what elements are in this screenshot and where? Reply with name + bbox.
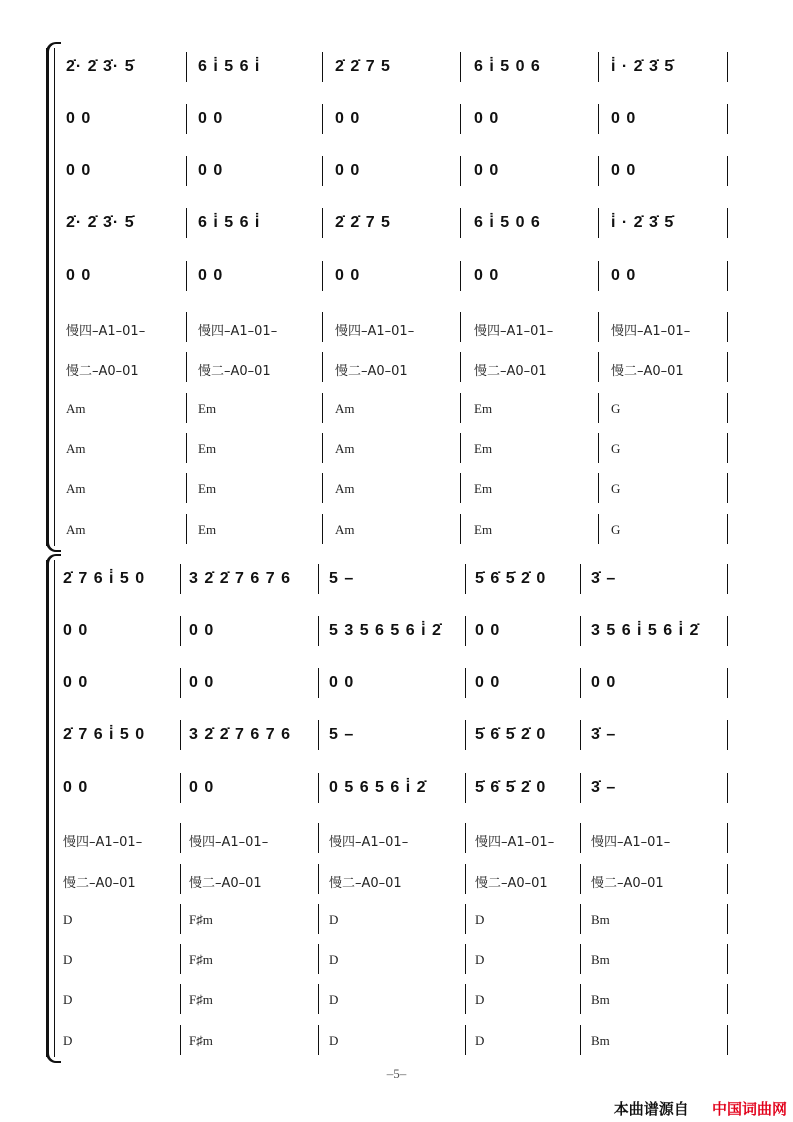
bar-line (465, 773, 466, 803)
chord-symbol: D (329, 992, 339, 1007)
bar-line (322, 393, 323, 423)
bar-line (465, 668, 466, 698)
bar-line (318, 773, 319, 803)
bar-line (465, 616, 466, 646)
chord-symbol: D (63, 912, 73, 927)
bar-line (322, 473, 323, 503)
rhythm-label: 慢四–A1–01– (329, 835, 409, 850)
bar-line (460, 104, 461, 134)
bar-line (180, 773, 181, 803)
bar-line (580, 616, 581, 646)
rhythm-label: 慢四–A1–01– (474, 324, 554, 339)
bar-line (322, 433, 323, 463)
notation-measure: 0 0 (198, 110, 224, 127)
score-row (0, 614, 793, 646)
bar-line (318, 668, 319, 698)
notation-measure: 6 i̇ 5 0 6 (474, 58, 541, 75)
bar-line (322, 352, 323, 382)
notation-measure: 0 0 (63, 674, 89, 691)
bar-line (465, 823, 466, 853)
score-row (0, 102, 793, 134)
bar-line (727, 984, 728, 1014)
bar-line (186, 312, 187, 342)
bar-line (727, 433, 728, 463)
notation-measure: 0 0 (63, 622, 89, 639)
chord-symbol: Em (474, 481, 493, 496)
score-row (0, 562, 793, 594)
bar-line (322, 208, 323, 238)
bar-line (727, 823, 728, 853)
bar-line (180, 984, 181, 1014)
notation-measure: 0 0 (591, 674, 617, 691)
bar-line (727, 944, 728, 974)
bar-line (322, 156, 323, 186)
bar-line (186, 433, 187, 463)
notation-measure: i̇ · 2̇ 3̇ 5̇ (611, 58, 675, 75)
chord-symbol: F♯m (189, 912, 213, 927)
notation-measure: 5 – (329, 726, 355, 743)
bar-line (598, 156, 599, 186)
notation-measure: 2̇· 2̇ 3̇· 5̇ (66, 58, 135, 75)
chord-symbol: D (329, 1033, 339, 1048)
notation-measure: 6 i̇ 5 6 i̇ (198, 58, 261, 75)
bar-line (186, 352, 187, 382)
page-number: –5– (386, 1066, 407, 1081)
notation-measure: i̇ · 2̇ 3̇ 5̇ (611, 214, 675, 231)
notation-measure: 2̇· 2̇ 3̇· 5̇ (66, 214, 135, 231)
score-row (0, 154, 793, 186)
notation-measure: 0 0 (189, 622, 215, 639)
notation-measure: 0 0 (474, 267, 500, 284)
bar-line (318, 564, 319, 594)
bar-line (727, 773, 728, 803)
bar-line (727, 261, 728, 291)
bar-line (322, 514, 323, 544)
score-row (0, 862, 793, 894)
notation-measure: 5̇ 6̇ 5̇ 2̇ 0 (475, 779, 547, 796)
bar-line (465, 1025, 466, 1055)
chord-symbol: D (475, 1033, 485, 1048)
footer-source-label: 本曲谱源自 (613, 1100, 689, 1118)
bar-line (727, 352, 728, 382)
bar-line (180, 864, 181, 894)
bar-line (318, 720, 319, 750)
rhythm-label: 慢二–A0–01 (198, 364, 271, 379)
rhythm-label: 慢二–A0–01 (63, 876, 136, 891)
notation-measure: 3̇ – (591, 726, 617, 743)
bar-line (186, 104, 187, 134)
notation-measure: 5̇ 6̇ 5̇ 2̇ 0 (475, 570, 547, 587)
chord-symbol: D (63, 992, 73, 1007)
rhythm-label: 慢二–A0–01 (591, 876, 664, 891)
notation-measure: 0 0 (474, 162, 500, 179)
chord-symbol: G (611, 441, 621, 456)
bar-line (460, 352, 461, 382)
score-row (0, 310, 793, 342)
score-row (0, 942, 793, 974)
notation-measure: 6 i̇ 5 0 6 (474, 214, 541, 231)
notation-measure: 0 0 (198, 267, 224, 284)
notation-measure: 3 2̇ 2̇ 7 6 7 6 (189, 570, 291, 587)
notation-measure: 5 3 5 6 5 6 i̇ 2̇ (329, 622, 442, 639)
score-row (0, 259, 793, 291)
bar-line (465, 564, 466, 594)
rhythm-label: 慢四–A1–01– (335, 324, 415, 339)
rhythm-label: 慢二–A0–01 (329, 876, 402, 891)
bar-line (460, 393, 461, 423)
notation-measure: 0 0 (335, 162, 361, 179)
bar-line (727, 1025, 728, 1055)
score-row (0, 902, 793, 934)
notation-measure: 5 – (329, 570, 355, 587)
rhythm-label: 慢二–A0–01 (66, 364, 139, 379)
notation-measure: 0 0 (66, 267, 92, 284)
score-row (0, 391, 793, 423)
chord-symbol: F♯m (189, 952, 213, 967)
chord-symbol: Em (198, 522, 217, 537)
chord-symbol: Em (198, 441, 217, 456)
bar-line (727, 616, 728, 646)
bar-line (727, 904, 728, 934)
bar-line (580, 823, 581, 853)
notation-measure: 5̇ 6̇ 5̇ 2̇ 0 (475, 726, 547, 743)
bar-line (318, 1025, 319, 1055)
notation-measure: 6 i̇ 5 6 i̇ (198, 214, 261, 231)
chord-symbol: D (475, 992, 485, 1007)
bar-line (580, 720, 581, 750)
notation-measure: 0 0 (474, 110, 500, 127)
bar-line (180, 944, 181, 974)
chord-symbol: D (329, 912, 339, 927)
rhythm-label: 慢四–A1–01– (475, 835, 555, 850)
bar-line (580, 668, 581, 698)
chord-symbol: Bm (591, 952, 610, 967)
bar-line (465, 904, 466, 934)
bar-line (598, 52, 599, 82)
bar-line (598, 393, 599, 423)
notation-measure: 0 0 (63, 779, 89, 796)
chord-symbol: Em (198, 401, 217, 416)
notation-measure: 0 0 (475, 622, 501, 639)
score-row (0, 471, 793, 503)
bar-line (727, 208, 728, 238)
bar-line (180, 904, 181, 934)
rhythm-label: 慢二–A0–01 (474, 364, 547, 379)
bar-line (598, 208, 599, 238)
bar-line (186, 208, 187, 238)
chord-symbol: Em (198, 481, 217, 496)
bar-line (460, 261, 461, 291)
rhythm-label: 慢二–A0–01 (475, 876, 548, 891)
bar-line (727, 668, 728, 698)
score-row (0, 982, 793, 1014)
bar-line (465, 944, 466, 974)
bar-line (598, 352, 599, 382)
bar-line (186, 393, 187, 423)
rhythm-label: 慢四–A1–01– (591, 835, 671, 850)
bar-line (318, 616, 319, 646)
score-row (0, 431, 793, 463)
bar-line (186, 261, 187, 291)
notation-measure: 0 0 (475, 674, 501, 691)
notation-measure: 3 5 6 i̇ 5 6 i̇ 2̇ (591, 622, 700, 639)
bar-line (465, 984, 466, 1014)
bar-line (465, 864, 466, 894)
chord-symbol: Am (66, 401, 86, 416)
bar-line (727, 514, 728, 544)
notation-measure: 0 5 6 5 6 i̇ 2̇ (329, 779, 427, 796)
bar-line (318, 823, 319, 853)
rhythm-label: 慢四–A1–01– (611, 324, 691, 339)
notation-measure: 3̇ – (591, 779, 617, 796)
bar-line (580, 904, 581, 934)
bar-line (460, 156, 461, 186)
bar-line (727, 52, 728, 82)
notation-measure: 0 0 (66, 110, 92, 127)
bar-line (460, 208, 461, 238)
chord-symbol: Am (66, 522, 86, 537)
notation-measure: 3̇ – (591, 570, 617, 587)
notation-measure: 0 0 (66, 162, 92, 179)
notation-measure: 2̇ 7 6 i̇ 5 0 (63, 570, 146, 587)
bar-line (180, 668, 181, 698)
notation-measure: 0 0 (611, 162, 637, 179)
score-row (0, 50, 793, 82)
score-row (0, 771, 793, 803)
chord-symbol: G (611, 401, 621, 416)
bar-line (180, 823, 181, 853)
chord-symbol: Am (335, 401, 355, 416)
bar-line (180, 616, 181, 646)
notation-measure: 0 0 (335, 267, 361, 284)
rhythm-label: 慢四–A1–01– (189, 835, 269, 850)
bar-line (186, 514, 187, 544)
bar-line (322, 312, 323, 342)
notation-measure: 0 0 (198, 162, 224, 179)
chord-symbol: Bm (591, 912, 610, 927)
bar-line (598, 514, 599, 544)
bar-line (180, 720, 181, 750)
bar-line (180, 1025, 181, 1055)
notation-measure: 0 0 (189, 779, 215, 796)
rhythm-label: 慢四–A1–01– (63, 835, 143, 850)
score-row (0, 1023, 793, 1055)
bar-line (598, 312, 599, 342)
bar-line (727, 720, 728, 750)
footer-site-link[interactable]: 中国词曲网 (711, 1100, 787, 1118)
bar-line (727, 864, 728, 894)
chord-symbol: G (611, 522, 621, 537)
bar-line (598, 104, 599, 134)
bar-line (460, 514, 461, 544)
notation-measure: 0 0 (329, 674, 355, 691)
bar-line (180, 564, 181, 594)
notation-measure: 2̇ 2̇ 7 5 (335, 58, 391, 75)
footer (614, 1098, 787, 1119)
chord-symbol: Am (66, 441, 86, 456)
notation-measure: 0 0 (335, 110, 361, 127)
bar-line (727, 473, 728, 503)
bar-line (580, 564, 581, 594)
chord-symbol: Am (335, 441, 355, 456)
bar-line (580, 944, 581, 974)
score-row (0, 718, 793, 750)
chord-symbol: F♯m (189, 992, 213, 1007)
notation-measure: 0 0 (611, 267, 637, 284)
score-row (0, 512, 793, 544)
bar-line (318, 904, 319, 934)
rhythm-label: 慢二–A0–01 (611, 364, 684, 379)
chord-symbol: Bm (591, 992, 610, 1007)
bar-line (580, 1025, 581, 1055)
chord-symbol: Em (474, 441, 493, 456)
bar-line (322, 104, 323, 134)
rhythm-label: 慢二–A0–01 (335, 364, 408, 379)
bar-line (580, 773, 581, 803)
bar-line (580, 984, 581, 1014)
chord-symbol: Am (335, 481, 355, 496)
chord-symbol: D (329, 952, 339, 967)
notation-measure: 2̇ 7 6 i̇ 5 0 (63, 726, 146, 743)
bar-line (318, 984, 319, 1014)
bar-line (727, 104, 728, 134)
bar-line (460, 473, 461, 503)
chord-symbol: D (475, 912, 485, 927)
bar-line (318, 864, 319, 894)
notation-measure: 0 0 (189, 674, 215, 691)
bar-line (727, 312, 728, 342)
bar-line (727, 564, 728, 594)
notation-measure: 0 0 (611, 110, 637, 127)
score-row (0, 350, 793, 382)
bar-line (186, 156, 187, 186)
chord-symbol: F♯m (189, 1033, 213, 1048)
bar-line (598, 473, 599, 503)
chord-symbol: Em (474, 522, 493, 537)
chord-symbol: D (475, 952, 485, 967)
chord-symbol: Em (474, 401, 493, 416)
chord-symbol: G (611, 481, 621, 496)
bar-line (580, 864, 581, 894)
rhythm-label: 慢四–A1–01– (66, 324, 146, 339)
bar-line (318, 944, 319, 974)
chord-symbol: Am (335, 522, 355, 537)
notation-measure: 2̇ 2̇ 7 5 (335, 214, 391, 231)
bar-line (598, 433, 599, 463)
score-row (0, 666, 793, 698)
score-row (0, 821, 793, 853)
chord-symbol: D (63, 1033, 73, 1048)
bar-line (186, 473, 187, 503)
bar-line (322, 52, 323, 82)
score-row (0, 206, 793, 238)
chord-symbol: Bm (591, 1033, 610, 1048)
rhythm-label: 慢二–A0–01 (189, 876, 262, 891)
chord-symbol: D (63, 952, 73, 967)
rhythm-label: 慢四–A1–01– (198, 324, 278, 339)
bar-line (465, 720, 466, 750)
bar-line (598, 261, 599, 291)
bar-line (460, 433, 461, 463)
chord-symbol: Am (66, 481, 86, 496)
bar-line (460, 312, 461, 342)
bar-line (322, 261, 323, 291)
notation-measure: 3 2̇ 2̇ 7 6 7 6 (189, 726, 291, 743)
bar-line (727, 156, 728, 186)
bar-line (727, 393, 728, 423)
bar-line (186, 52, 187, 82)
bar-line (460, 52, 461, 82)
